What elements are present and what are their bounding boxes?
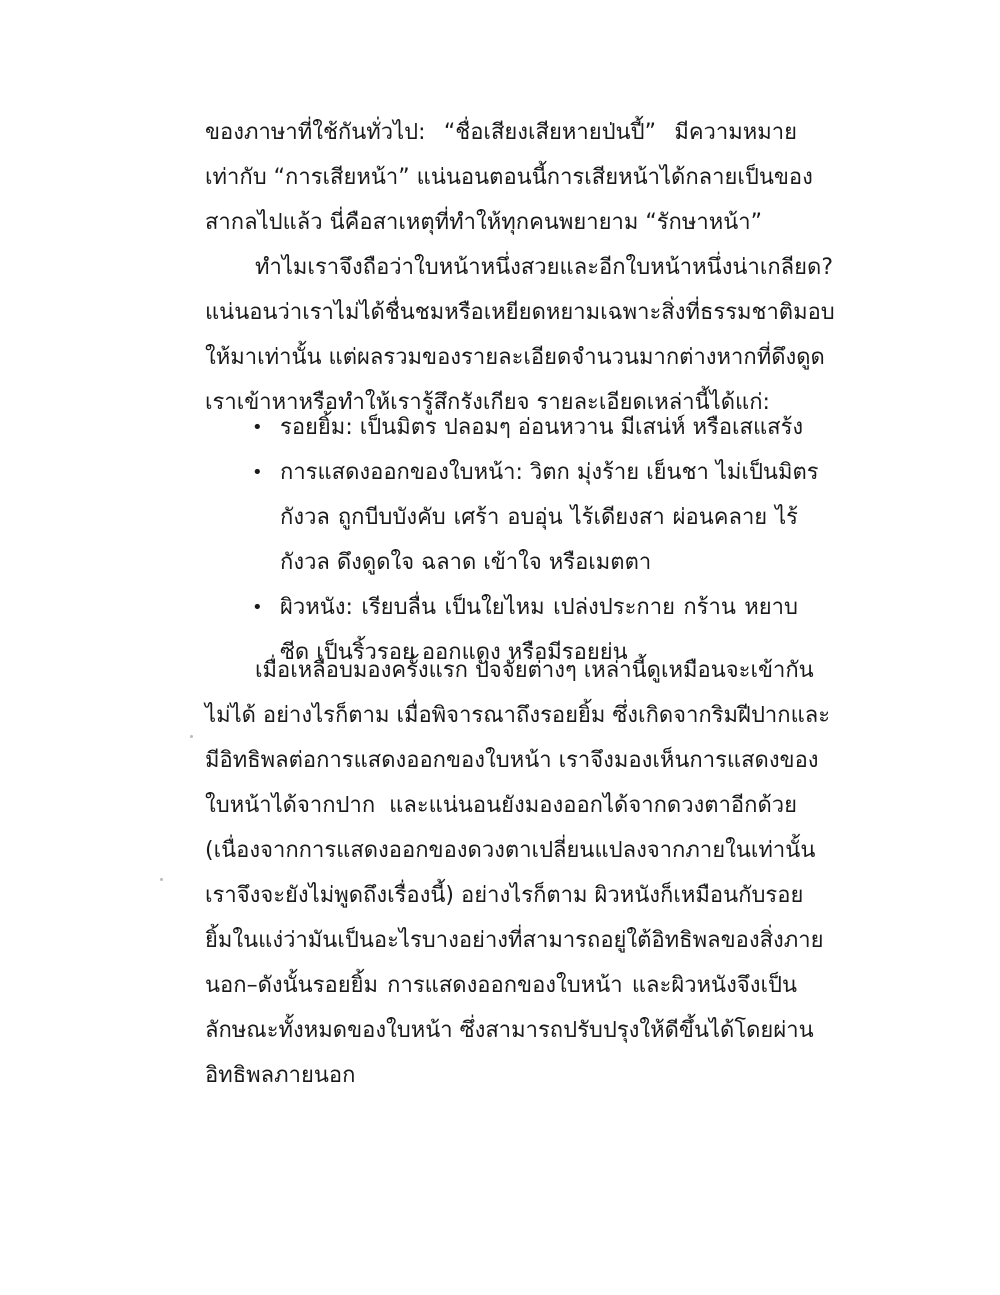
paragraph-2-line: ทำไมเราจึงถือว่าใบหน้าหนึ่งสวยและอีกใบหน้าหนึ่งน่าเกลียด? xyxy=(255,255,834,280)
paragraph-3-line: มีอิทธิพลต่อการแสดงออกของใบหน้า เราจึงมองเห็นการแสดงของ xyxy=(205,748,819,773)
paragraph-3 xyxy=(205,648,831,1098)
paragraph-3-line: นอก–ดังนั้นรอยยิ้ม การแสดงออกของใบหน้า และผิวหนังจึงเป็น xyxy=(205,973,797,998)
bullet-marker: • xyxy=(252,462,263,483)
bullet-line: ผิวหนัง: เรียบลื่น เป็นใยไหม เปล่งประกาย กร้าน หยาบ xyxy=(280,595,798,620)
paragraph-2-line: แน่นอนว่าเราไม่ได้ชื่นชมหรือเหยียดหยามเฉพาะสิ่งที่ธรรมชาติมอบ xyxy=(205,300,835,325)
paragraph-2 xyxy=(205,245,835,425)
paragraph-1-line: ของภาษาที่ใช้กันทั่วไป: “ชื่อเสียงเสียหายป่นปี้” มีความหมาย xyxy=(205,120,797,145)
paragraph-3-line: ไม่ได้ อย่างไรก็ตาม เมื่อพิจารณาถึงรอยยิ้ม ซึ่งเกิดจากริมฝีปากและ xyxy=(205,703,831,728)
bullet-item-smile xyxy=(250,405,804,450)
scan-speck xyxy=(190,735,193,738)
paragraph-3-line: ลักษณะทั้งหมดของใบหน้า ซึ่งสามารถปรับปรุงให้ดีขึ้นได้โดยผ่าน xyxy=(205,1018,814,1043)
bullet-line: กังวล ดึงดูดใจ ฉลาด เข้าใจ หรือเมตตา xyxy=(280,550,652,575)
bullet-line: กังวล ถูกบีบบังคับ เศร้า อบอุ่น ไร้เดียงสา ผ่อนคลาย ไร้ xyxy=(280,505,798,530)
paragraph-3-line: ใบหน้าได้จากปาก และแน่นอนยังมองออกได้จากดวงตาอีกด้วย xyxy=(205,793,797,818)
bullet-line: รอยยิ้ม: เป็นมิตร ปลอมๆ อ่อนหวาน มีเสน่ห์ หรือเสแสร้ง xyxy=(280,415,804,440)
paragraph-3-line: อิทธิพลภายนอก xyxy=(205,1063,356,1088)
paragraph-3-line: (เนื่องจากการแสดงออกของดวงตาเปลี่ยนแปลงจากภายในเท่านั้น xyxy=(205,838,816,863)
bullet-line: ซีด เป็นริ้วรอย ออกแดง หรือมีรอยย่น xyxy=(280,640,628,665)
paragraph-1 xyxy=(205,110,813,245)
feature-bullet-list xyxy=(250,405,819,675)
paragraph-1-line: สากลไปแล้ว นี่คือสาเหตุที่ทำให้ทุกคนพยายาม “รักษาหน้า” xyxy=(205,210,763,235)
paragraph-2-line: ให้มาเท่านั้น แต่ผลรวมของรายละเอียดจำนวนมากต่างหากที่ดึงดูด xyxy=(205,345,825,370)
paragraph-1-line: เท่ากับ “การเสียหน้า” แน่นอนตอนนี้การเสียหน้าได้กลายเป็นของ xyxy=(205,165,813,190)
scan-speck xyxy=(160,878,163,881)
bullet-line: การแสดงออกของใบหน้า: วิตก มุ่งร้าย เย็นชา ไม่เป็นมิตร xyxy=(280,460,819,485)
bullet-item-expression xyxy=(250,450,819,585)
bullet-marker: • xyxy=(252,417,263,438)
paragraph-3-line: เมื่อเหลือบมองครั้งแรก ปัจจัยต่างๆ เหล่านี้ดูเหมือนจะเข้ากัน xyxy=(255,658,814,683)
paragraph-3-line: ยิ้มในแง่ว่ามันเป็นอะไรบางอย่างที่สามารถอยู่ใต้อิทธิพลของสิ่งภาย xyxy=(205,928,824,953)
bullet-marker: • xyxy=(252,597,263,618)
paragraph-2-line: เราเข้าหาหรือทำให้เรารู้สึกรังเกียจ รายละเอียดเหล่านี้ได้แก่: xyxy=(205,390,770,415)
paragraph-3-line: เราจึงจะยังไม่พูดถึงเรื่องนี้) อย่างไรก็ตาม ผิวหนังก็เหมือนกับรอย xyxy=(205,883,804,908)
